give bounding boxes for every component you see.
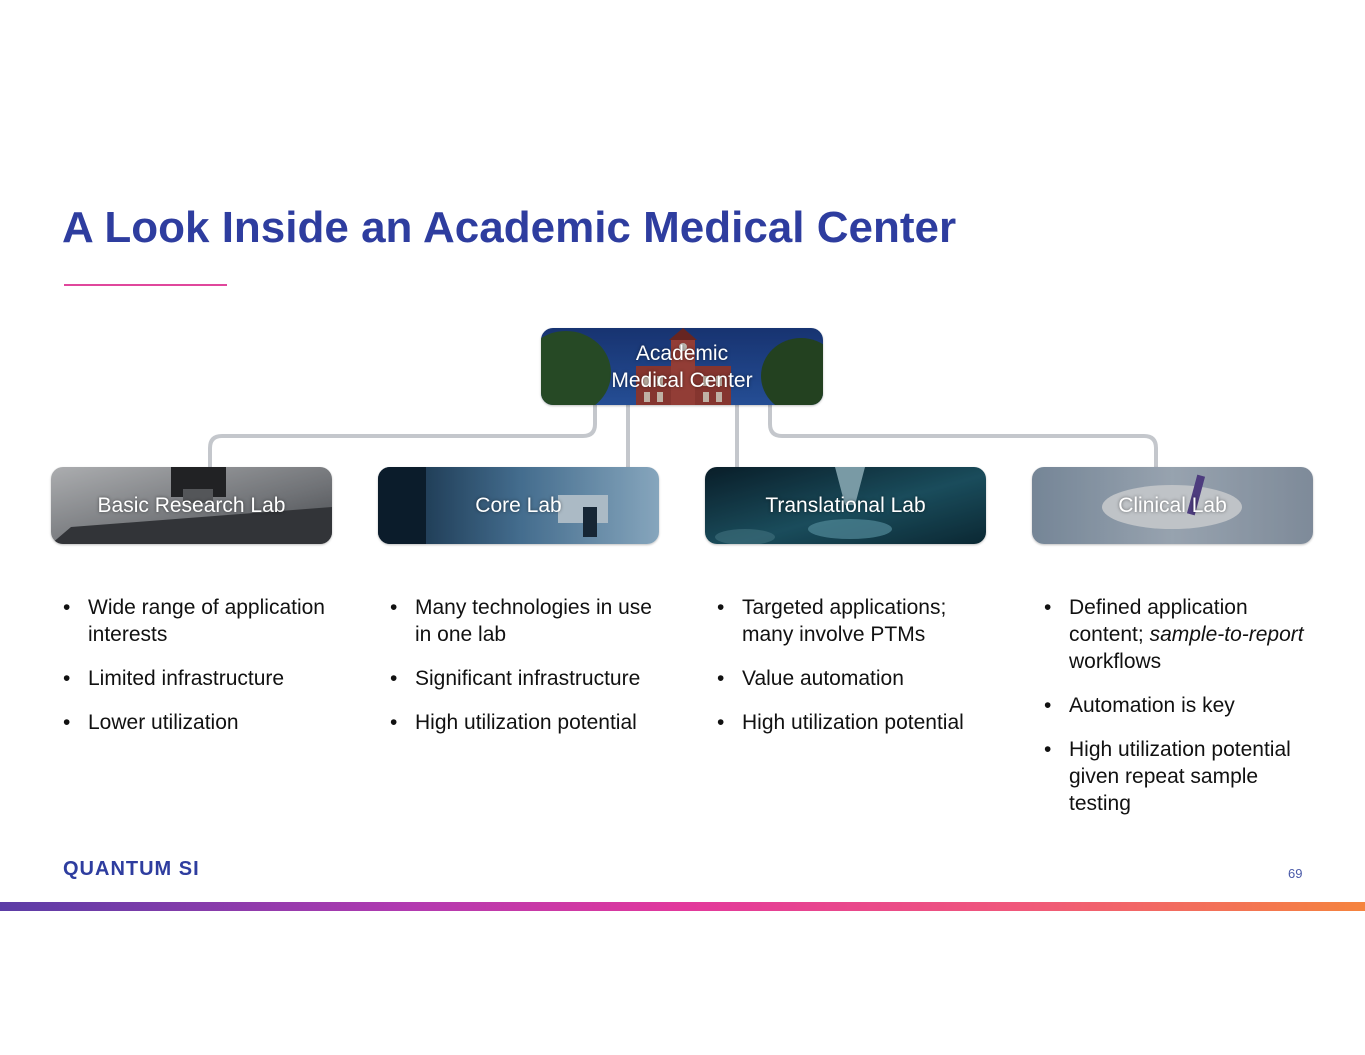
clinical-lab-bullets (1044, 594, 1314, 834)
core-lab-label: Core Lab (475, 494, 562, 517)
translational-lab-node (705, 467, 986, 544)
clinical-lab-label: Clinical Lab (1118, 494, 1227, 517)
connector-clinical (770, 405, 1156, 467)
list-item: • High utilization potential (390, 709, 660, 736)
clinical-lab-node (1032, 467, 1313, 544)
list-item: • Targeted applications; many involve PTMs (717, 594, 987, 648)
list-item: • Limited infrastructure (63, 665, 333, 692)
list-item: • Automation is key (1044, 692, 1314, 719)
translational-lab-bullets (717, 594, 987, 753)
list-item: • High utilization potential (717, 709, 987, 736)
basic-research-lab-node (51, 467, 332, 544)
list-item: • Lower utilization (63, 709, 333, 736)
academic-medical-center-node (541, 328, 823, 405)
translational-lab-label: Translational Lab (765, 494, 926, 517)
gradient-footer-bar (0, 902, 1365, 911)
core-lab-bullets (390, 594, 660, 753)
list-item: • Value automation (717, 665, 987, 692)
list-item: • Wide range of application interests (63, 594, 333, 648)
connector-basic-research (210, 405, 595, 467)
list-item: • High utilization potential given repeat sample testing (1044, 736, 1314, 817)
quantum-si-logo: QUANTUM SI (63, 858, 200, 880)
list-item: • Defined application content; sample-to-report workflows (1044, 594, 1314, 675)
core-lab-node (378, 467, 659, 544)
basic-research-lab-label: Basic Research Lab (97, 494, 286, 517)
slide-title: A Look Inside an Academic Medical Center (62, 203, 957, 252)
page-number: 69 (1288, 866, 1303, 881)
academic-medical-center-label: Academic Medical Center (611, 341, 753, 392)
basic-research-lab-bullets (63, 594, 333, 753)
list-item: • Significant infrastructure (390, 665, 660, 692)
list-item: • Many technologies in use in one lab (390, 594, 660, 648)
